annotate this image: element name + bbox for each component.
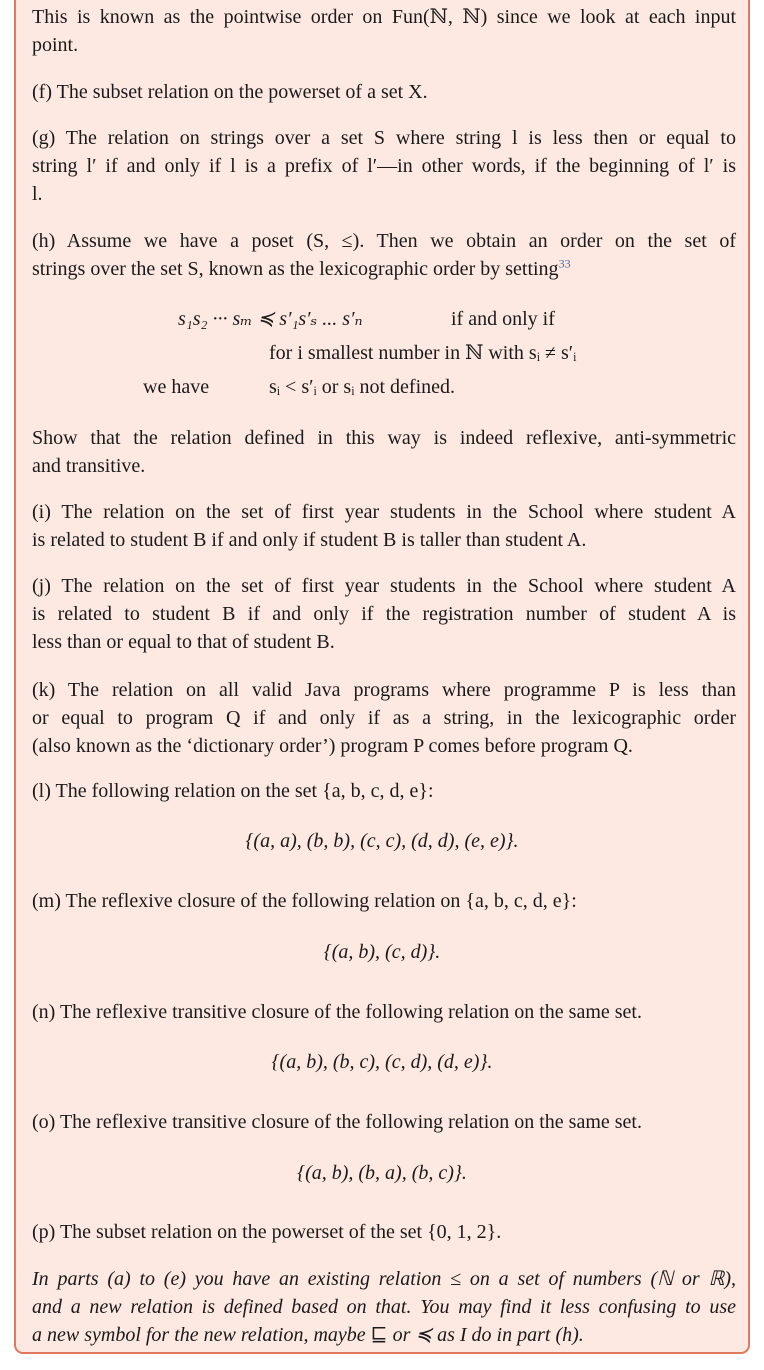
intro-line-2: point. <box>32 34 79 56</box>
item-p: (p) The subset relation on the powerset of the set {0, 1, 2}. <box>32 1221 502 1243</box>
show-line-2: and transitive. <box>32 455 146 477</box>
item-h-line-1: (h) Assume we have a poset (S, ≤). Then we obtain an order on the set of <box>32 230 736 252</box>
item-h-line-2 <box>32 255 736 283</box>
item-l: (l) The following relation on the set {a, b, c, d, e}: <box>32 780 434 802</box>
item-l-display: {(a, a), (b, b), (c, c), (d, d), (e, e)}. <box>245 830 519 852</box>
note-line-1: In parts (a) to (e) you have an existing relation ≤ on a set of numbers (ℕ or ℝ), <box>32 1268 736 1290</box>
item-m: (m) The reflexive closure of the following relation on {a, b, c, d, e}: <box>32 890 577 912</box>
display-we-have: we have <box>143 376 210 398</box>
item-k-line-3: (also known as the ‘dictionary order’) program P comes before program Q. <box>32 735 633 757</box>
item-o-display: {(a, b), (b, a), (b, c)}. <box>297 1162 467 1184</box>
item-k-line-2: or equal to program Q if and only if as a string, in the lexicographic order <box>32 707 736 729</box>
footnote-marker[interactable]: 33 <box>558 256 571 271</box>
intro-line-1: This is known as the pointwise order on Fun(ℕ, ℕ) since we look at each input <box>32 6 736 28</box>
show-line-1: Show that the relation defined in this way is indeed reflexive, anti-symmetric <box>32 427 736 449</box>
item-k-line-1: (k) The relation on all valid Java programs where programme P is less than <box>32 679 736 701</box>
item-m-display: {(a, b), (c, d)}. <box>323 941 441 963</box>
item-o: (o) The reflexive transitive closure of the following relation on the same set. <box>32 1111 642 1133</box>
item-j-line-3: less than or equal to that of student B. <box>32 631 335 653</box>
display-condition: sᵢ < s′ᵢ or sᵢ not defined. <box>269 376 456 398</box>
item-i-line-2: is related to student B if and only if student B is taller than student A. <box>32 529 587 551</box>
item-i-line-1: (i) The relation on the set of first year students in the School where student A <box>32 501 736 523</box>
display-for: for i smallest number in ℕ with sᵢ ≠ s′ᵢ <box>269 342 577 364</box>
note-line-2: and a new relation is defined based on that. You may find it less confusing to use <box>32 1296 736 1318</box>
item-f: (f) The subset relation on the powerset of a set X. <box>32 81 428 103</box>
note-line-3: a new symbol for the new relation, maybe ⊑ or ≼ as I do in part (h). <box>32 1324 584 1346</box>
display-iff: if and only if <box>451 308 555 330</box>
display-lhs: s₁s₂ ··· sₘ ≼ s′₁s′ₛ ... s′ₙ <box>178 308 363 330</box>
item-n: (n) The reflexive transitive closure of the following relation on the same set. <box>32 1001 642 1023</box>
item-g-line-1: (g) The relation on strings over a set S where string l is less then or equal to <box>32 127 736 149</box>
item-j-line-1: (j) The relation on the set of first year students in the School where student A <box>32 575 736 597</box>
item-n-display: {(a, b), (b, c), (c, d), (d, e)}. <box>271 1051 493 1073</box>
item-j-line-2: is related to student B if and only if the registration number of student A is <box>32 603 736 625</box>
item-g-line-2: string l′ if and only if l is a prefix of l′—in other words, if the beginning of l′ is <box>32 155 736 177</box>
item-g-line-3: l. <box>32 183 43 205</box>
item-h-line-2-text: strings over the set S, known as the lexicographic order by setting <box>32 258 559 280</box>
